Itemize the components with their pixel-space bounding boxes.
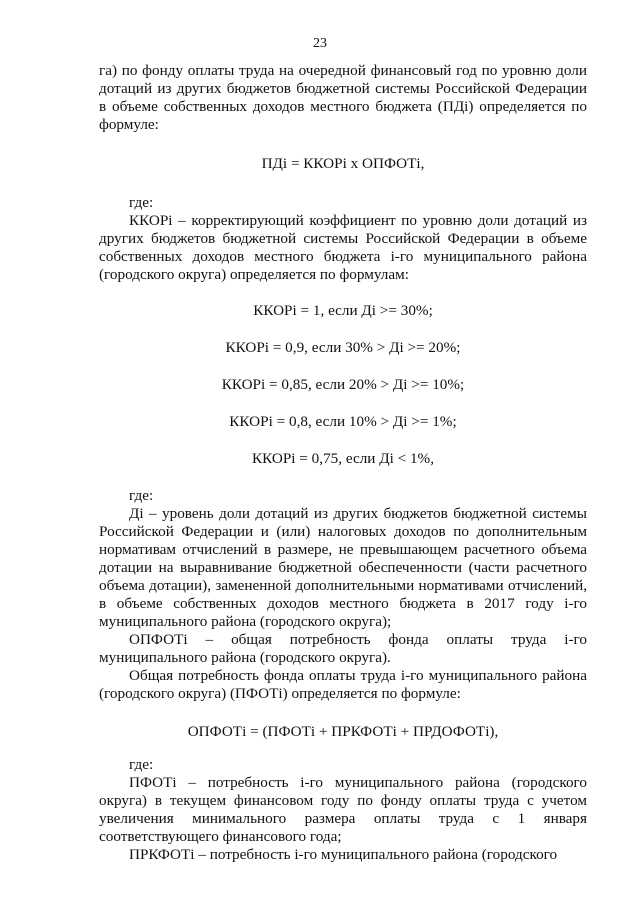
- paragraph-pfot-intro: Общая потребность фонда оплаты труда i-го муниципального района (городского округа) (ПФОТi) определяется по формуле:: [99, 667, 587, 702]
- paragraph-d-definition: Дi – уровень доли дотаций из других бюджетов бюджетной системы Российской Федерации и (или) налоговых доходов по дополнительным нормативам отчислений в размере, не превышающем расчетного объема дотации на выравнивание бюджетной обеспеченности (части расчетного объема дотации), замененной дополнительными нормативами отчислений, в объеме собственных доходов местного бюджета в 2017 году i-го муниципального района (городского округа);: [99, 505, 587, 630]
- where-label: где:: [129, 756, 154, 773]
- formula-opfot: ОПФОТi = (ПФОТi + ПРКФОТi + ПРДОФОТi),: [187, 723, 499, 740]
- formula-kkor-2: ККОРi = 0,9, если 30% > Дi >= 20%;: [225, 339, 461, 356]
- paragraph-pfot-definition: ПФОТi – потребность i-го муниципального района (городского округа) в текущем финансовом году по фонду оплаты труда с учетом увеличения минимального размера оплаты труда с 1 января соответствующего финансового года;: [99, 774, 587, 845]
- paragraph-pd-intro: га) по фонду оплаты труда на очередной финансовый год по уровню доли дотаций из других бюджетов бюджетной системы Российской Федерации в объеме собственных доходов местного бюджета (ПДi) определяется по формуле:: [99, 62, 587, 133]
- formula-kkor-1: ККОРi = 1, если Дi >= 30%;: [253, 302, 433, 319]
- page-number: 23: [313, 36, 327, 51]
- formula-kkor-3: ККОРi = 0,85, если 20% > Дi >= 10%;: [221, 376, 465, 393]
- formula-pd: ПДi = ККОРi х ОПФОТi,: [261, 155, 425, 172]
- where-label: где:: [129, 487, 154, 504]
- where-label: где:: [129, 194, 154, 211]
- document-body: [99, 62, 587, 864]
- formula-kkor-4: ККОРi = 0,8, если 10% > Дi >= 1%;: [229, 413, 457, 430]
- paragraph-opfot-definition: ОПФОТi – общая потребность фонда оплаты труда i-го муниципального района (городского округа).: [99, 631, 587, 666]
- formula-kkor-5: ККОРi = 0,75, если Дi < 1%,: [252, 450, 434, 467]
- paragraph-kkor-definition: ККОРi – корректирующий коэффициент по уровню доли дотаций из других бюджетов бюджетной системы Российской Федерации в объеме собственных доходов местного бюджета i-го муниципального района (городского округа) определяется по формулам:: [99, 212, 587, 283]
- paragraph-prkfot-definition: ПРКФОТi – потребность i-го муниципального района (городского: [129, 846, 558, 863]
